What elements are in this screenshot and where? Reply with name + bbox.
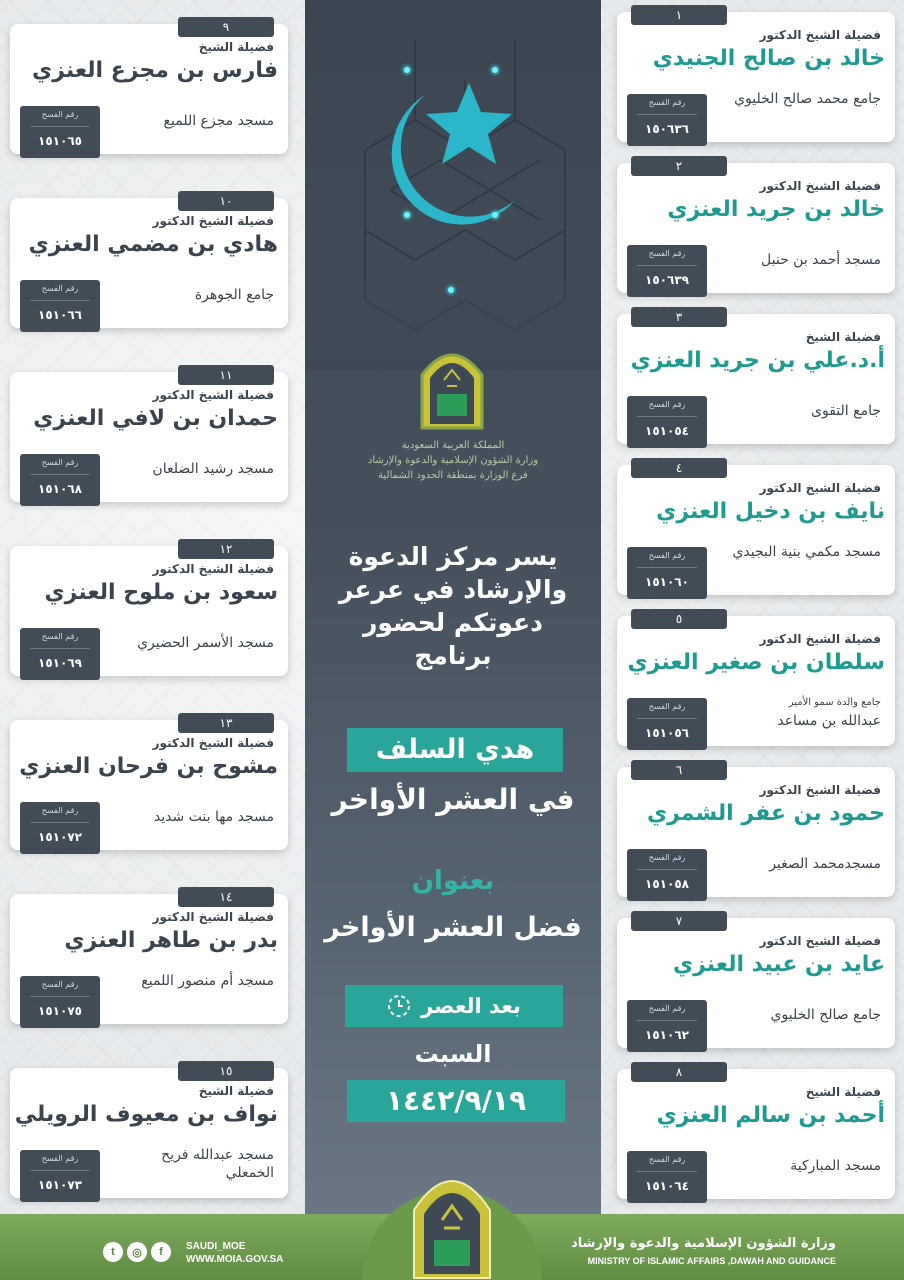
intro-line-1: يسر مركز الدعوة — [348, 542, 558, 571]
mosque-text: مسجد مجزع اللميع — [163, 113, 274, 129]
intro-line-3: دعوتكم لحضور — [363, 608, 543, 637]
permit-number: ١٥١٠٥٤ — [645, 424, 689, 438]
mosque-text: عبدالله بن مساعد — [777, 713, 881, 729]
permit-label: رقم الفسح — [41, 110, 79, 119]
lecture-card-7 — [617, 914, 895, 1048]
card-number: ١٥ — [178, 1061, 274, 1081]
permit-label: رقم الفسح — [648, 1004, 686, 1013]
card-honorific: فضيلة الشيخ الدكتور — [152, 562, 274, 576]
lecture-card-15 — [10, 1064, 288, 1198]
sheikh-name: هادي بن مضمي العنزي — [28, 232, 278, 257]
center-panel — [305, 0, 601, 1215]
permit-number: ١٥١٠٦٦ — [38, 308, 82, 322]
facebook-icon[interactable]: f — [151, 1242, 171, 1262]
permit-number-box — [20, 1150, 100, 1202]
footer-contact — [186, 1240, 283, 1266]
lecture-card-1 — [617, 8, 895, 142]
permit-label: رقم الفسح — [41, 458, 79, 467]
card-number: ٤ — [631, 458, 727, 478]
card-number: ٣ — [631, 307, 727, 327]
permit-divider — [637, 1020, 697, 1021]
mosque-text: مسجد المباركية — [790, 1158, 881, 1174]
ministry-emblem-caption — [345, 438, 561, 483]
card-number: ١ — [631, 5, 727, 25]
card-honorific: فضيلة الشيخ — [198, 40, 274, 54]
card-number: ١١ — [178, 365, 274, 385]
permit-number: ١٥٠٦٣٦ — [645, 122, 689, 136]
social-handle[interactable]: SAUDI_MOE — [186, 1241, 246, 1252]
topic-title: فضل العشر الأواخر — [324, 912, 582, 943]
time-banner — [345, 985, 563, 1027]
card-honorific: فضيلة الشيخ — [805, 1085, 881, 1099]
mosque-name — [114, 1146, 274, 1182]
sheikh-name: مشوح بن فرحان العنزي — [19, 754, 278, 779]
permit-number-box — [20, 802, 100, 854]
mosque-text: مسجد رشيد الضلعان — [152, 461, 274, 477]
permit-label: رقم الفسح — [648, 98, 686, 107]
permit-divider — [637, 265, 697, 266]
permit-number: ١٥١٠٥٦ — [645, 726, 689, 740]
card-honorific: فضيلة الشيخ الدكتور — [759, 481, 881, 495]
lecture-card-2 — [617, 159, 895, 293]
permit-label: رقم الفسح — [41, 632, 79, 641]
program-name-banner: هدي السلف — [347, 728, 563, 772]
card-honorific: فضيلة الشيخ — [805, 330, 881, 344]
card-honorific: فضيلة الشيخ الدكتور — [152, 910, 274, 924]
permit-number: ١٥١٠٧٢ — [38, 830, 82, 844]
permit-divider — [637, 114, 697, 115]
mosque-name — [721, 694, 881, 730]
lecture-card-12 — [10, 542, 288, 676]
sheikh-name: خالد بن جريد العنزي — [667, 197, 885, 222]
mosque-name — [114, 112, 274, 130]
permit-label: رقم الفسح — [648, 551, 686, 560]
card-honorific: فضيلة الشيخ الدكتور — [759, 632, 881, 646]
permit-divider — [637, 1171, 697, 1172]
sheikh-name: نواف بن معيوف الرويلي — [14, 1102, 278, 1127]
permit-label: رقم الفسح — [41, 1154, 79, 1163]
card-number: ٢ — [631, 156, 727, 176]
permit-number: ١٥١٠٦٩ — [38, 656, 82, 670]
permit-number-box — [627, 1000, 707, 1052]
time-text: بعد العصر — [421, 994, 521, 1018]
permit-label: رقم الفسح — [41, 284, 79, 293]
permit-divider — [637, 567, 697, 568]
clock-icon — [387, 994, 411, 1018]
lecture-card-9 — [10, 20, 288, 154]
permit-divider — [30, 648, 90, 649]
permit-number: ١٥١٠٦٤ — [645, 1179, 689, 1193]
permit-divider — [637, 718, 697, 719]
permit-number-box — [20, 106, 100, 158]
lecture-card-8 — [617, 1065, 895, 1199]
permit-label: رقم الفسح — [41, 980, 79, 989]
card-honorific: فضيلة الشيخ الدكتور — [759, 783, 881, 797]
invitation-text — [319, 540, 587, 672]
card-honorific: فضيلة الشيخ الدكتور — [759, 934, 881, 948]
program-subtitle: في العشر الأواخر — [331, 783, 575, 816]
lecture-card-11 — [10, 368, 288, 502]
permit-divider — [30, 126, 90, 127]
mosque-name — [721, 251, 881, 269]
mosque-text: مسجد أحمد بن حنبل — [761, 252, 881, 268]
permit-divider — [30, 996, 90, 997]
permit-divider — [637, 869, 697, 870]
permit-divider — [30, 300, 90, 301]
card-number: ١٣ — [178, 713, 274, 733]
card-honorific: فضيلة الشيخ الدكتور — [759, 28, 881, 42]
permit-number-box — [627, 547, 707, 599]
sheikh-name: أحمد بن سالم العنزي — [656, 1103, 885, 1128]
permit-number-box — [20, 280, 100, 332]
emblem-line-3: فرع الوزارة بمنطقة الحدود الشمالية — [378, 470, 528, 481]
lecture-card-5 — [617, 612, 895, 746]
card-number: ٩ — [178, 17, 274, 37]
permit-number-box — [627, 94, 707, 146]
permit-number-box — [627, 245, 707, 297]
permit-number: ١٥١٠٧٥ — [38, 1004, 82, 1018]
mosque-text: مسجدمحمد الصغير — [769, 856, 881, 872]
ministry-logo-icon — [362, 1140, 542, 1280]
permit-number: ١٥١٠٦٢ — [645, 1028, 689, 1042]
sheikh-name: سعود بن ملوح العنزي — [44, 580, 278, 605]
mosque-name — [114, 460, 274, 478]
permit-divider — [30, 822, 90, 823]
permit-divider — [637, 416, 697, 417]
sheikh-name: حمود بن عفر الشمري — [646, 801, 885, 826]
mosque-text: جامع محمد صالح الخليوي — [734, 91, 881, 107]
mosque-name — [721, 543, 881, 561]
permit-number: ١٥١٠٥٨ — [645, 877, 689, 891]
lecture-card-10 — [10, 194, 288, 328]
card-number: ٨ — [631, 1062, 727, 1082]
lecture-card-4 — [617, 461, 895, 595]
card-number: ١٢ — [178, 539, 274, 559]
ministry-name-english: MINISTRY OF ISLAMIC AFFAIRS ,DAWAH AND GUIDANCE — [587, 1256, 836, 1266]
card-number: ٦ — [631, 760, 727, 780]
mosque-name — [114, 286, 274, 304]
mosque-name — [721, 90, 881, 108]
ministry-emblem-icon — [417, 340, 487, 430]
permit-number-box — [20, 628, 100, 680]
permit-number: ١٥١٠٦٨ — [38, 482, 82, 496]
mosque-text: جامع الجوهرة — [194, 287, 274, 303]
permit-label: رقم الفسح — [648, 400, 686, 409]
card-number: ١٠ — [178, 191, 274, 211]
mosque-name — [721, 402, 881, 420]
lecture-card-13 — [10, 716, 288, 850]
permit-number: ١٥١٠٦٠ — [645, 575, 689, 589]
mosque-name — [721, 855, 881, 873]
permit-divider — [30, 474, 90, 475]
card-honorific: فضيلة الشيخ — [198, 1084, 274, 1098]
sheikh-name: نايف بن دخيل العنزي — [656, 499, 885, 524]
mosque-text: مسجد أم منصور اللميع — [141, 973, 274, 989]
permit-number-box — [20, 976, 100, 1028]
mosque-text: مسجد مكمي بنية البجيدي — [732, 544, 881, 560]
twitter-icon[interactable]: t — [103, 1242, 123, 1262]
mosque-name — [721, 1157, 881, 1175]
instagram-icon[interactable]: ◎ — [127, 1242, 147, 1262]
card-honorific: فضيلة الشيخ الدكتور — [759, 179, 881, 193]
emblem-line-2: وزارة الشؤون الإسلامية والدعوة والإرشاد — [367, 455, 539, 466]
crescent-star-icon — [305, 0, 601, 330]
permit-number-box — [627, 849, 707, 901]
permit-divider — [30, 1170, 90, 1171]
permit-number: ١٥١٠٧٣ — [38, 1178, 82, 1192]
day-text: السبت — [414, 1040, 492, 1068]
permit-number-box — [627, 1151, 707, 1203]
mosque-text: مسجد الأسمر الحضيري — [137, 635, 274, 651]
lecture-card-14 — [10, 890, 288, 1024]
lecture-card-3 — [617, 310, 895, 444]
sheikh-name: فارس بن مجزع العنزي — [32, 58, 278, 83]
permit-number-box — [627, 396, 707, 448]
website-link[interactable]: WWW.MOIA.GOV.SA — [186, 1254, 284, 1265]
mosque-text: جامع صالح الخليوي — [770, 1007, 881, 1023]
social-icons — [103, 1242, 171, 1262]
permit-label: رقم الفسح — [648, 1155, 686, 1164]
card-honorific: فضيلة الشيخ الدكتور — [152, 388, 274, 402]
mosque-name — [114, 634, 274, 652]
card-honorific: فضيلة الشيخ الدكتور — [152, 736, 274, 750]
emblem-line-1: المملكة العربية السعودية — [401, 440, 505, 451]
mosque-text: مسجد عبدالله فريح الخمعلي — [161, 1147, 274, 1181]
sheikh-name: خالد بن صالح الجنيدي — [652, 46, 885, 71]
permit-label: رقم الفسح — [648, 702, 686, 711]
topic-label: بعنوان — [411, 866, 495, 896]
mosque-name — [114, 972, 274, 990]
sheikh-name: بدر بن طاهر العنزي — [64, 928, 278, 953]
sheikh-name: حمدان بن لافي العنزي — [33, 406, 278, 431]
sheikh-name: سلطان بن صغير العنزي — [627, 650, 885, 675]
ministry-name-arabic: وزارة الشؤون الإسلامية والدعوة والإرشاد — [571, 1236, 836, 1251]
card-number: ٧ — [631, 911, 727, 931]
permit-number-box — [627, 698, 707, 750]
permit-number: ١٥١٠٦٥ — [38, 134, 82, 148]
lecture-card-6 — [617, 763, 895, 897]
permit-number: ١٥٠٦٣٩ — [645, 273, 689, 287]
mosque-text: جامع التقوى — [811, 403, 881, 419]
permit-number-box — [20, 454, 100, 506]
mosque-name — [721, 1006, 881, 1024]
permit-label: رقم الفسح — [41, 806, 79, 815]
intro-line-2: والإرشاد في عرعر — [338, 575, 568, 604]
mosque-text: مسجد مها بنت شديد — [153, 809, 274, 825]
permit-label: رقم الفسح — [648, 853, 686, 862]
permit-label: رقم الفسح — [648, 249, 686, 258]
date-banner: ١٤٤٢/٩/١٩ — [347, 1080, 565, 1122]
mosque-prefix: جامع والدة سمو الأمير — [788, 697, 881, 708]
card-honorific: فضيلة الشيخ الدكتور — [152, 214, 274, 228]
card-number: ٥ — [631, 609, 727, 629]
card-number: ١٤ — [178, 887, 274, 907]
mosque-name — [114, 808, 274, 826]
sheikh-name: أ.د.علي بن جريد العنزي — [630, 348, 885, 373]
intro-line-4: برنامج — [414, 641, 492, 670]
sheikh-name: عايد بن عبيد العنزي — [672, 952, 885, 977]
